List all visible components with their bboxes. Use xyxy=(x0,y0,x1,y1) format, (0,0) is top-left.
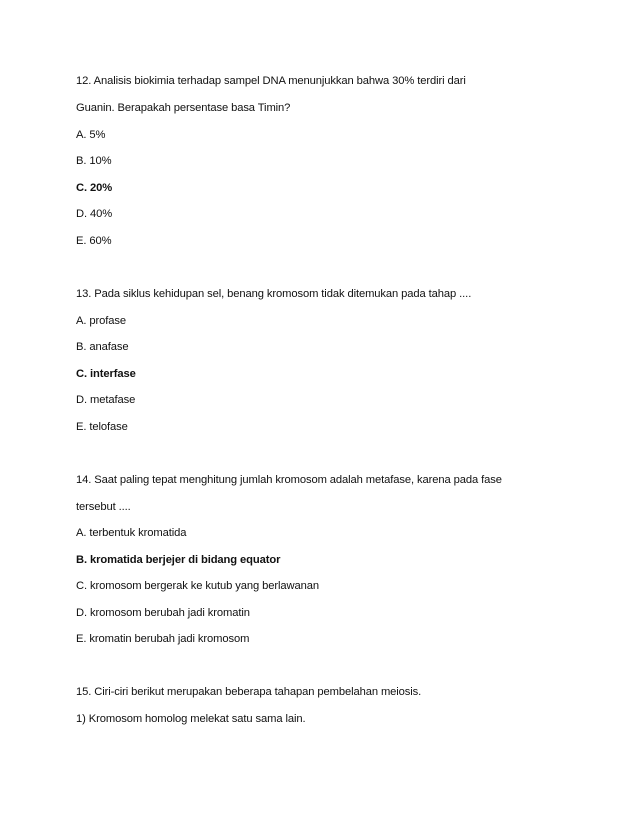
q15-item-1: 1) Kromosom homolog melekat satu sama lain. xyxy=(76,713,306,725)
q12-stem-line2: Guanin. Berapakah persentase basa Timin? xyxy=(76,102,291,114)
q15-stem-line1: 15. Ciri-ciri berikut merupakan beberapa tahapan pembelahan meiosis. xyxy=(76,686,422,698)
q14-option-a: A. terbentuk kromatida xyxy=(76,527,187,539)
q13-option-a: A. profase xyxy=(76,315,126,327)
q13-option-b: B. anafase xyxy=(76,341,129,353)
q13-option-c-answer: C. interfase xyxy=(76,368,136,380)
q12-option-b: B. 10% xyxy=(76,155,112,167)
q14-option-c: C. kromosom bergerak ke kutub yang berlawanan xyxy=(76,580,319,592)
q14-option-e: E. kromatin berubah jadi kromosom xyxy=(76,633,250,645)
q12-option-d: D. 40% xyxy=(76,208,113,220)
q13-option-d: D. metafase xyxy=(76,394,136,406)
q12-option-a: A. 5% xyxy=(76,129,106,141)
q14-stem-line1: 14. Saat paling tepat menghitung jumlah kromosom adalah metafase, karena pada fase xyxy=(76,474,502,486)
q12-stem-line1: 12. Analisis biokimia terhadap sampel DNA menunjukkan bahwa 30% terdiri dari xyxy=(76,75,466,87)
q14-option-b-answer: B. kromatida berjejer di bidang equator xyxy=(76,554,281,566)
q13-option-e: E. telofase xyxy=(76,421,128,433)
q12-option-c-answer: C. 20% xyxy=(76,182,113,194)
q14-stem-line2: tersebut .... xyxy=(76,501,131,513)
q14-option-d: D. kromosom berubah jadi kromatin xyxy=(76,607,250,619)
q13-stem-line1: 13. Pada siklus kehidupan sel, benang kromosom tidak ditemukan pada tahap .... xyxy=(76,288,472,300)
q12-option-e: E. 60% xyxy=(76,235,112,247)
